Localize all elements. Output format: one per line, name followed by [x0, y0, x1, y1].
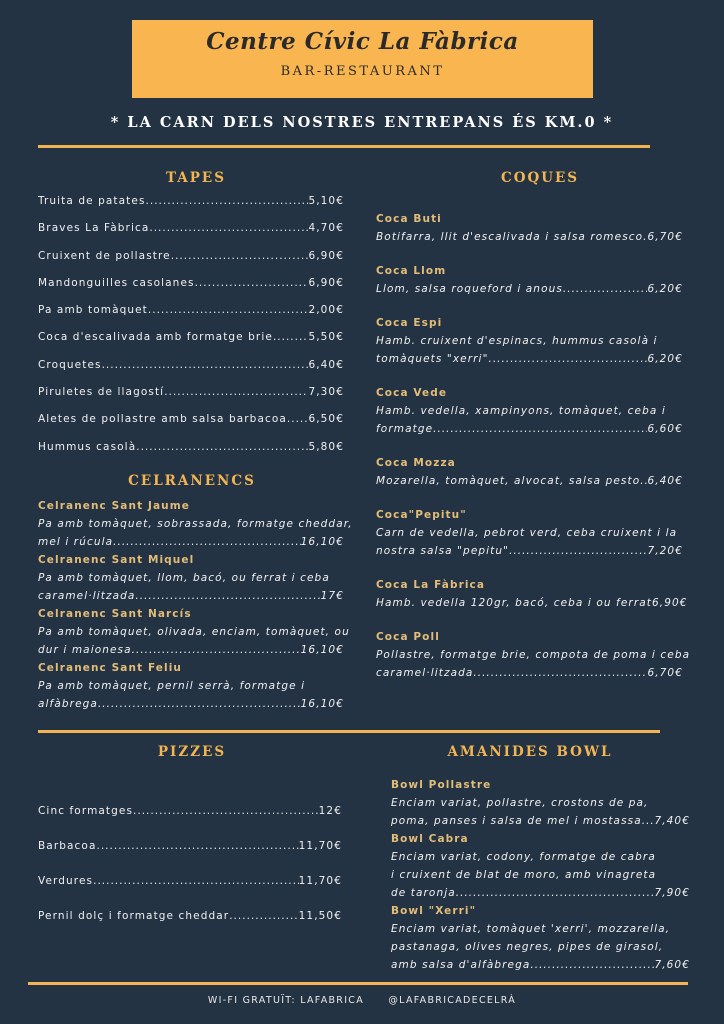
dot-leader	[93, 864, 299, 899]
item-description: Pa amb tomàquet, olivada, enciam, tomàquet, ou	[38, 626, 350, 638]
menu-item	[391, 830, 690, 902]
item-title: Coca Mozza	[376, 457, 456, 469]
menu-item	[38, 243, 344, 270]
item-price: 6,90€	[308, 276, 344, 289]
item-title: Celranenc Sant Miquel	[38, 554, 195, 566]
item-name: Cruixent de pollastre	[38, 249, 171, 262]
item-price-line	[391, 956, 690, 974]
restaurant-type: BAR-RESTAURANT	[280, 64, 445, 79]
item-price: 5,80€	[308, 440, 344, 453]
item-name: Pa amb tomàquet	[38, 304, 148, 317]
item-description: Hamb. cruixent d'espinacs, hummus casolà i	[376, 335, 658, 347]
menu-item	[391, 902, 690, 974]
item-price: 6,20€	[647, 283, 683, 295]
item-price: 5,10€	[308, 195, 344, 207]
pizzes-heading: PIZZES	[157, 744, 227, 760]
item-price: 6,40€	[647, 475, 683, 487]
item-description: caramel·litzada	[38, 590, 136, 602]
dot-leader	[149, 215, 308, 242]
menu-item	[38, 379, 344, 406]
item-price-line	[376, 664, 683, 682]
tapes-list	[38, 188, 344, 461]
menu-item	[376, 576, 688, 612]
item-price: 7,60€	[654, 959, 690, 971]
amanides-heading: AMANIDES BOWL	[447, 744, 613, 760]
item-name: Truita de patates	[38, 195, 146, 207]
dot-leader	[102, 352, 309, 379]
menu-item	[38, 497, 353, 551]
item-price-line	[38, 695, 344, 713]
item-price-line	[376, 350, 683, 368]
dot-leader	[148, 297, 309, 324]
tagline: * LA CARN DELS NOSTRES ENTREPANS ÉS KM.0 *	[110, 114, 614, 131]
item-description: Mozarella, tomàquet, alvocat, salsa pesto	[376, 475, 641, 487]
item-price: 11,70€	[298, 840, 342, 852]
item-price-line	[38, 533, 344, 551]
item-description: Carn de vedella, pebrot verd, ceba cruixent i la	[376, 527, 678, 539]
item-title: Coca Espi	[376, 317, 443, 329]
dot-leader	[164, 379, 308, 406]
item-description: Hamb. vedella, xampinyons, tomàquet, ceba i	[376, 405, 666, 417]
menu-item	[391, 776, 690, 830]
item-title: Coca Buti	[376, 213, 442, 225]
menu-item	[376, 506, 683, 560]
menu-item	[38, 864, 342, 899]
item-description: poma, panses i salsa de mel i mostassa	[391, 815, 642, 827]
item-name: Croquetes	[38, 358, 102, 371]
item-description: dur i maionesa	[38, 644, 132, 656]
wifi-info: WI-FI GRATUÏT: LAFABRICA	[207, 995, 365, 1006]
celranencs-list	[38, 497, 353, 713]
menu-item	[38, 829, 342, 864]
dot-leader	[642, 812, 655, 830]
item-description: Pollastre, formatge brie, compota de poma i ceba	[376, 649, 691, 661]
item-name: Piruletes de llagostí	[38, 386, 165, 399]
item-price: 6,60€	[647, 423, 683, 435]
dot-leader	[530, 956, 654, 974]
dot-leader	[135, 587, 320, 605]
item-description: Pa amb tomàquet, llom, bacó, ou ferrat i ceba	[38, 572, 330, 584]
item-description: tomàquets "xerri"	[376, 353, 489, 365]
item-title: Coca Vede	[376, 387, 448, 399]
item-name: Verdures	[38, 875, 94, 887]
menu-item	[38, 215, 344, 242]
item-description: pastanaga, olives negres, pipes de girasol,	[391, 941, 664, 953]
pizzes-list	[38, 794, 342, 934]
item-price: 12€	[318, 805, 342, 817]
dot-leader	[97, 829, 299, 864]
item-name: Mandonguilles casolanes	[38, 276, 195, 289]
item-price-line	[391, 812, 690, 830]
menu-item	[376, 314, 683, 368]
item-price-line	[376, 472, 683, 490]
item-name: Coca d'escalivada amb formatge brie	[38, 331, 273, 344]
dot-leader	[489, 350, 648, 368]
coques-list	[376, 210, 691, 698]
social-handle: @LAFABRICADECELRÀ	[388, 995, 517, 1006]
item-price: 11,50€	[298, 910, 342, 922]
item-price: 6,40€	[308, 358, 344, 371]
menu-item	[38, 324, 344, 351]
celranencs-heading: CELRANENCS	[128, 473, 256, 489]
dot-leader	[273, 324, 309, 351]
item-name: Aletes de pollastre amb salsa barbacoa	[38, 413, 287, 426]
dot-leader	[132, 641, 301, 659]
item-price: 4,70€	[308, 222, 344, 235]
item-title: Coca Poll	[376, 631, 440, 643]
item-price-line	[376, 542, 683, 560]
item-description: i cruixent de blat de moro, amb vinagreta	[391, 869, 657, 881]
item-name: Hummus casolà	[38, 440, 137, 453]
tapes-heading: TAPES	[166, 170, 226, 186]
item-title: Coca"Pepitu"	[376, 509, 467, 521]
item-price-line	[376, 228, 683, 246]
divider	[38, 730, 660, 733]
menu-item	[38, 297, 344, 324]
item-price: 6,90€	[652, 597, 688, 609]
item-description: nostra salsa "pepitu"	[376, 545, 510, 557]
menu-item	[376, 628, 691, 682]
menu-item	[38, 659, 344, 713]
dot-leader	[146, 188, 309, 215]
item-description: Llom, salsa roqueford i anous	[376, 283, 563, 295]
dot-leader	[195, 270, 309, 297]
dot-leader	[287, 406, 309, 433]
dot-leader	[133, 794, 319, 829]
item-price: 6,20€	[647, 353, 683, 365]
item-price: 7,90€	[654, 887, 690, 899]
menu-item	[38, 434, 344, 461]
item-name: Pernil dolç i formatge cheddar	[38, 910, 230, 922]
item-price: 5,50€	[308, 331, 344, 344]
item-name: Cinc formatges	[38, 805, 134, 817]
item-title: Bowl Cabra	[391, 833, 469, 845]
item-price-line	[38, 587, 344, 605]
menu-item	[38, 605, 350, 659]
item-price-line	[376, 280, 683, 298]
item-price: 2,00€	[308, 304, 344, 317]
dot-leader	[563, 280, 648, 298]
item-price-line	[38, 641, 344, 659]
item-price-line	[376, 594, 688, 612]
item-price: 11,70€	[298, 875, 342, 887]
dot-leader	[229, 899, 298, 934]
dot-leader	[456, 884, 655, 902]
dot-leader	[473, 664, 647, 682]
menu-item	[38, 899, 342, 934]
item-name: Braves La Fàbrica	[38, 222, 150, 235]
menu-item	[376, 210, 683, 246]
item-description: amb salsa d'alfàbrega	[391, 959, 531, 971]
item-title: Bowl "Xerri"	[391, 905, 477, 917]
dot-leader	[98, 695, 301, 713]
item-price: 6,50€	[308, 413, 344, 426]
item-description: Enciam variat, pollastre, crostons de pa,	[391, 797, 649, 809]
item-price: 16,10€	[300, 698, 344, 710]
item-title: Celranenc Sant Narcís	[38, 608, 192, 620]
amanides-list	[391, 776, 690, 974]
item-title: Coca Llom	[376, 265, 447, 277]
item-description: Enciam variat, tomàquet 'xerri', mozzarella,	[391, 923, 671, 935]
item-description: formatge	[376, 423, 434, 435]
item-description: Hamb. vedella 120gr, bacó, ceba i ou ferrat	[376, 597, 652, 609]
menu-item	[38, 406, 344, 433]
menu-item	[38, 551, 344, 605]
item-description: Botifarra, llit d'escalivada i salsa romesco	[376, 231, 644, 243]
item-description: mel i rúcula	[38, 536, 114, 548]
item-description: caramel·litzada	[376, 667, 474, 679]
item-description: de taronja	[391, 887, 456, 899]
item-price: 17€	[320, 590, 344, 602]
item-title: Celranenc Sant Jaume	[38, 500, 190, 512]
menu-item	[38, 794, 342, 829]
item-price: 7,20€	[647, 545, 683, 557]
item-description: Pa amb tomàquet, sobrassada, formatge cheddar,	[38, 518, 353, 530]
menu-item	[376, 384, 683, 438]
item-price: 6,70€	[647, 231, 683, 243]
item-title: Celranenc Sant Feliu	[38, 662, 182, 674]
divider	[38, 145, 650, 148]
footer	[0, 995, 724, 1006]
item-description: alfàbrega	[38, 698, 98, 710]
item-description: Pa amb tomàquet, pernil serrà, formatge i	[38, 680, 306, 692]
dot-leader	[433, 420, 647, 438]
dot-leader	[113, 533, 301, 551]
dot-leader	[509, 542, 647, 560]
dot-leader	[136, 434, 308, 461]
item-price-line	[376, 420, 683, 438]
item-title: Bowl Pollastre	[391, 779, 492, 791]
item-name: Barbacoa	[38, 840, 97, 852]
item-price: 16,10€	[300, 536, 344, 548]
menu-item	[38, 352, 344, 379]
menu-item	[376, 262, 683, 298]
menu-item	[38, 270, 344, 297]
divider	[28, 982, 688, 985]
dot-leader	[171, 243, 309, 270]
item-price: 7,30€	[308, 386, 344, 399]
dot-leader	[640, 472, 647, 490]
menu-item	[38, 188, 344, 215]
item-description: Enciam variat, codony, formatge de cabra	[391, 851, 656, 863]
item-price-line	[391, 884, 690, 902]
item-price: 16,10€	[300, 644, 344, 656]
item-title: Coca La Fàbrica	[376, 579, 486, 591]
header-banner	[132, 20, 593, 98]
item-price: 6,90€	[308, 249, 344, 262]
coques-heading: COQUES	[500, 170, 580, 186]
restaurant-name: Centre Cívic La Fàbrica	[206, 28, 519, 55]
menu-item	[376, 454, 683, 490]
item-price: 6,70€	[647, 667, 683, 679]
item-price: 7,40€	[654, 815, 690, 827]
